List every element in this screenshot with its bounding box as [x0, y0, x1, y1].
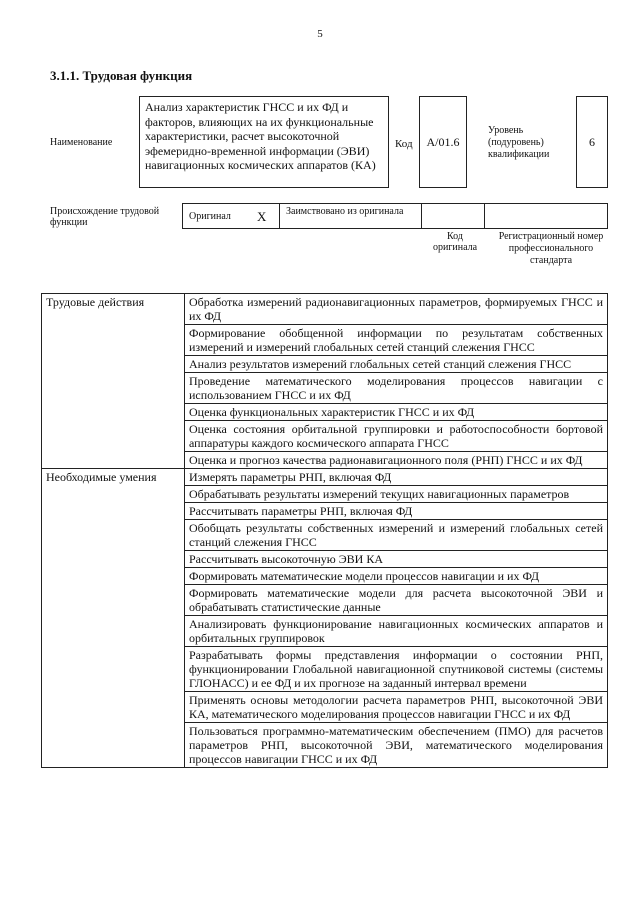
origin-original-label: Оригинал: [189, 211, 231, 222]
table-cell: Анализировать функционирование навигационных космических аппаратов и орбитальных группировок: [185, 616, 608, 647]
function-name-box: Анализ характеристик ГНСС и их ФД и факторов, влияющих на их функциональные характеристики, расчет высокоточной эфемеридно-временной информации (ЭВИ) навигационных космических аппаратов (КА): [139, 96, 389, 188]
table-cell: Формирование обобщенной информации по результатам собственных измерений и измерений глобальных сетей станций слежения ГНСС: [185, 325, 608, 356]
origin-reg-caption: Регистрационный номер профессионального стандарта: [498, 231, 604, 266]
origin-borrowed-label: Заимствовано из оригинала: [286, 206, 404, 217]
function-table: [41, 293, 608, 768]
origin-borrowed-cell: [279, 203, 422, 229]
origin-code-cell: [421, 203, 485, 229]
table-cell: Применять основы методологии расчета параметров РНП, высокоточной ЭВИ КА, математического моделирования процессов навигации ГНСС и их ФД: [185, 692, 608, 723]
table-row: [42, 294, 608, 325]
level-box: [576, 96, 608, 188]
function-code: А/01.6: [426, 134, 460, 149]
origin-code-caption: Код оригинала: [432, 231, 478, 253]
table-cell: Оценка и прогноз качества радионавигационного поля (РНП) ГНСС и их ФД: [185, 452, 608, 469]
name-label: Наименование: [50, 137, 113, 148]
table-cell: Рассчитывать высокоточную ЭВИ КА: [185, 551, 608, 568]
section-title-cell: Трудовые действия: [42, 294, 185, 469]
origin-label: Происхождение трудовой функции: [50, 206, 160, 228]
origin-reg-cell: [484, 203, 608, 229]
section-title: 3.1.1. Трудовая функция: [50, 68, 193, 83]
origin-original-cell: [182, 203, 280, 229]
origin-row: [182, 203, 608, 229]
table-cell: Формировать математические модели для расчета высокоточной ЭВИ и обрабатывать статистические данные: [185, 585, 608, 616]
level-label: [488, 125, 568, 161]
level-label-text: Уровень (подуровень) квалификации: [488, 125, 550, 160]
function-table-body: [42, 294, 608, 768]
table-cell: Разрабатывать формы представления информации о состоянии РНП, функционировании Глобальной навигационной спутниковой системы (системы ГЛОНАСС) и ее ФД и их прогнозе на заданный интервал времени: [185, 647, 608, 692]
origin-mark: X: [257, 209, 267, 224]
level-value: 6: [589, 134, 595, 149]
table-cell: Обобщать результаты собственных измерений и измерений глобальных сетей станций слежения ГНСС: [185, 520, 608, 551]
table-cell: Рассчитывать параметры РНП, включая ФД: [185, 503, 608, 520]
table-cell: Оценка функциональных характеристик ГНСС и их ФД: [185, 404, 608, 421]
table-cell: Измерять параметры РНП, включая ФД: [185, 469, 608, 486]
table-cell: Анализ результатов измерений глобальных сетей станций слежения ГНСС: [185, 356, 608, 373]
table-row: [42, 469, 608, 486]
code-label: Код: [395, 138, 413, 150]
table-cell: Оценка состояния орбитальной группировки и работоспособности бортовой аппаратуры каждого космического аппарата ГНСС: [185, 421, 608, 452]
table-cell: Формировать математические модели процессов навигации и их ФД: [185, 568, 608, 585]
function-code-box: [419, 96, 467, 188]
table-cell: Пользоваться программно-математическим обеспечением (ПМО) для расчетов параметров РНП, высокоточной ЭВИ, математического моделирования процессов навигации ГНСС и их ФД: [185, 723, 608, 768]
section-title-cell: Необходимые умения: [42, 469, 185, 768]
table-cell: Обрабатывать результаты измерений текущих навигационных параметров: [185, 486, 608, 503]
page-number: 5: [317, 28, 323, 40]
table-cell: Обработка измерений радионавигационных параметров, формируемых ГНСС и их ФД: [185, 294, 608, 325]
table-cell: Проведение математического моделирования процессов навигации с использованием ГНСС и их ФД: [185, 373, 608, 404]
